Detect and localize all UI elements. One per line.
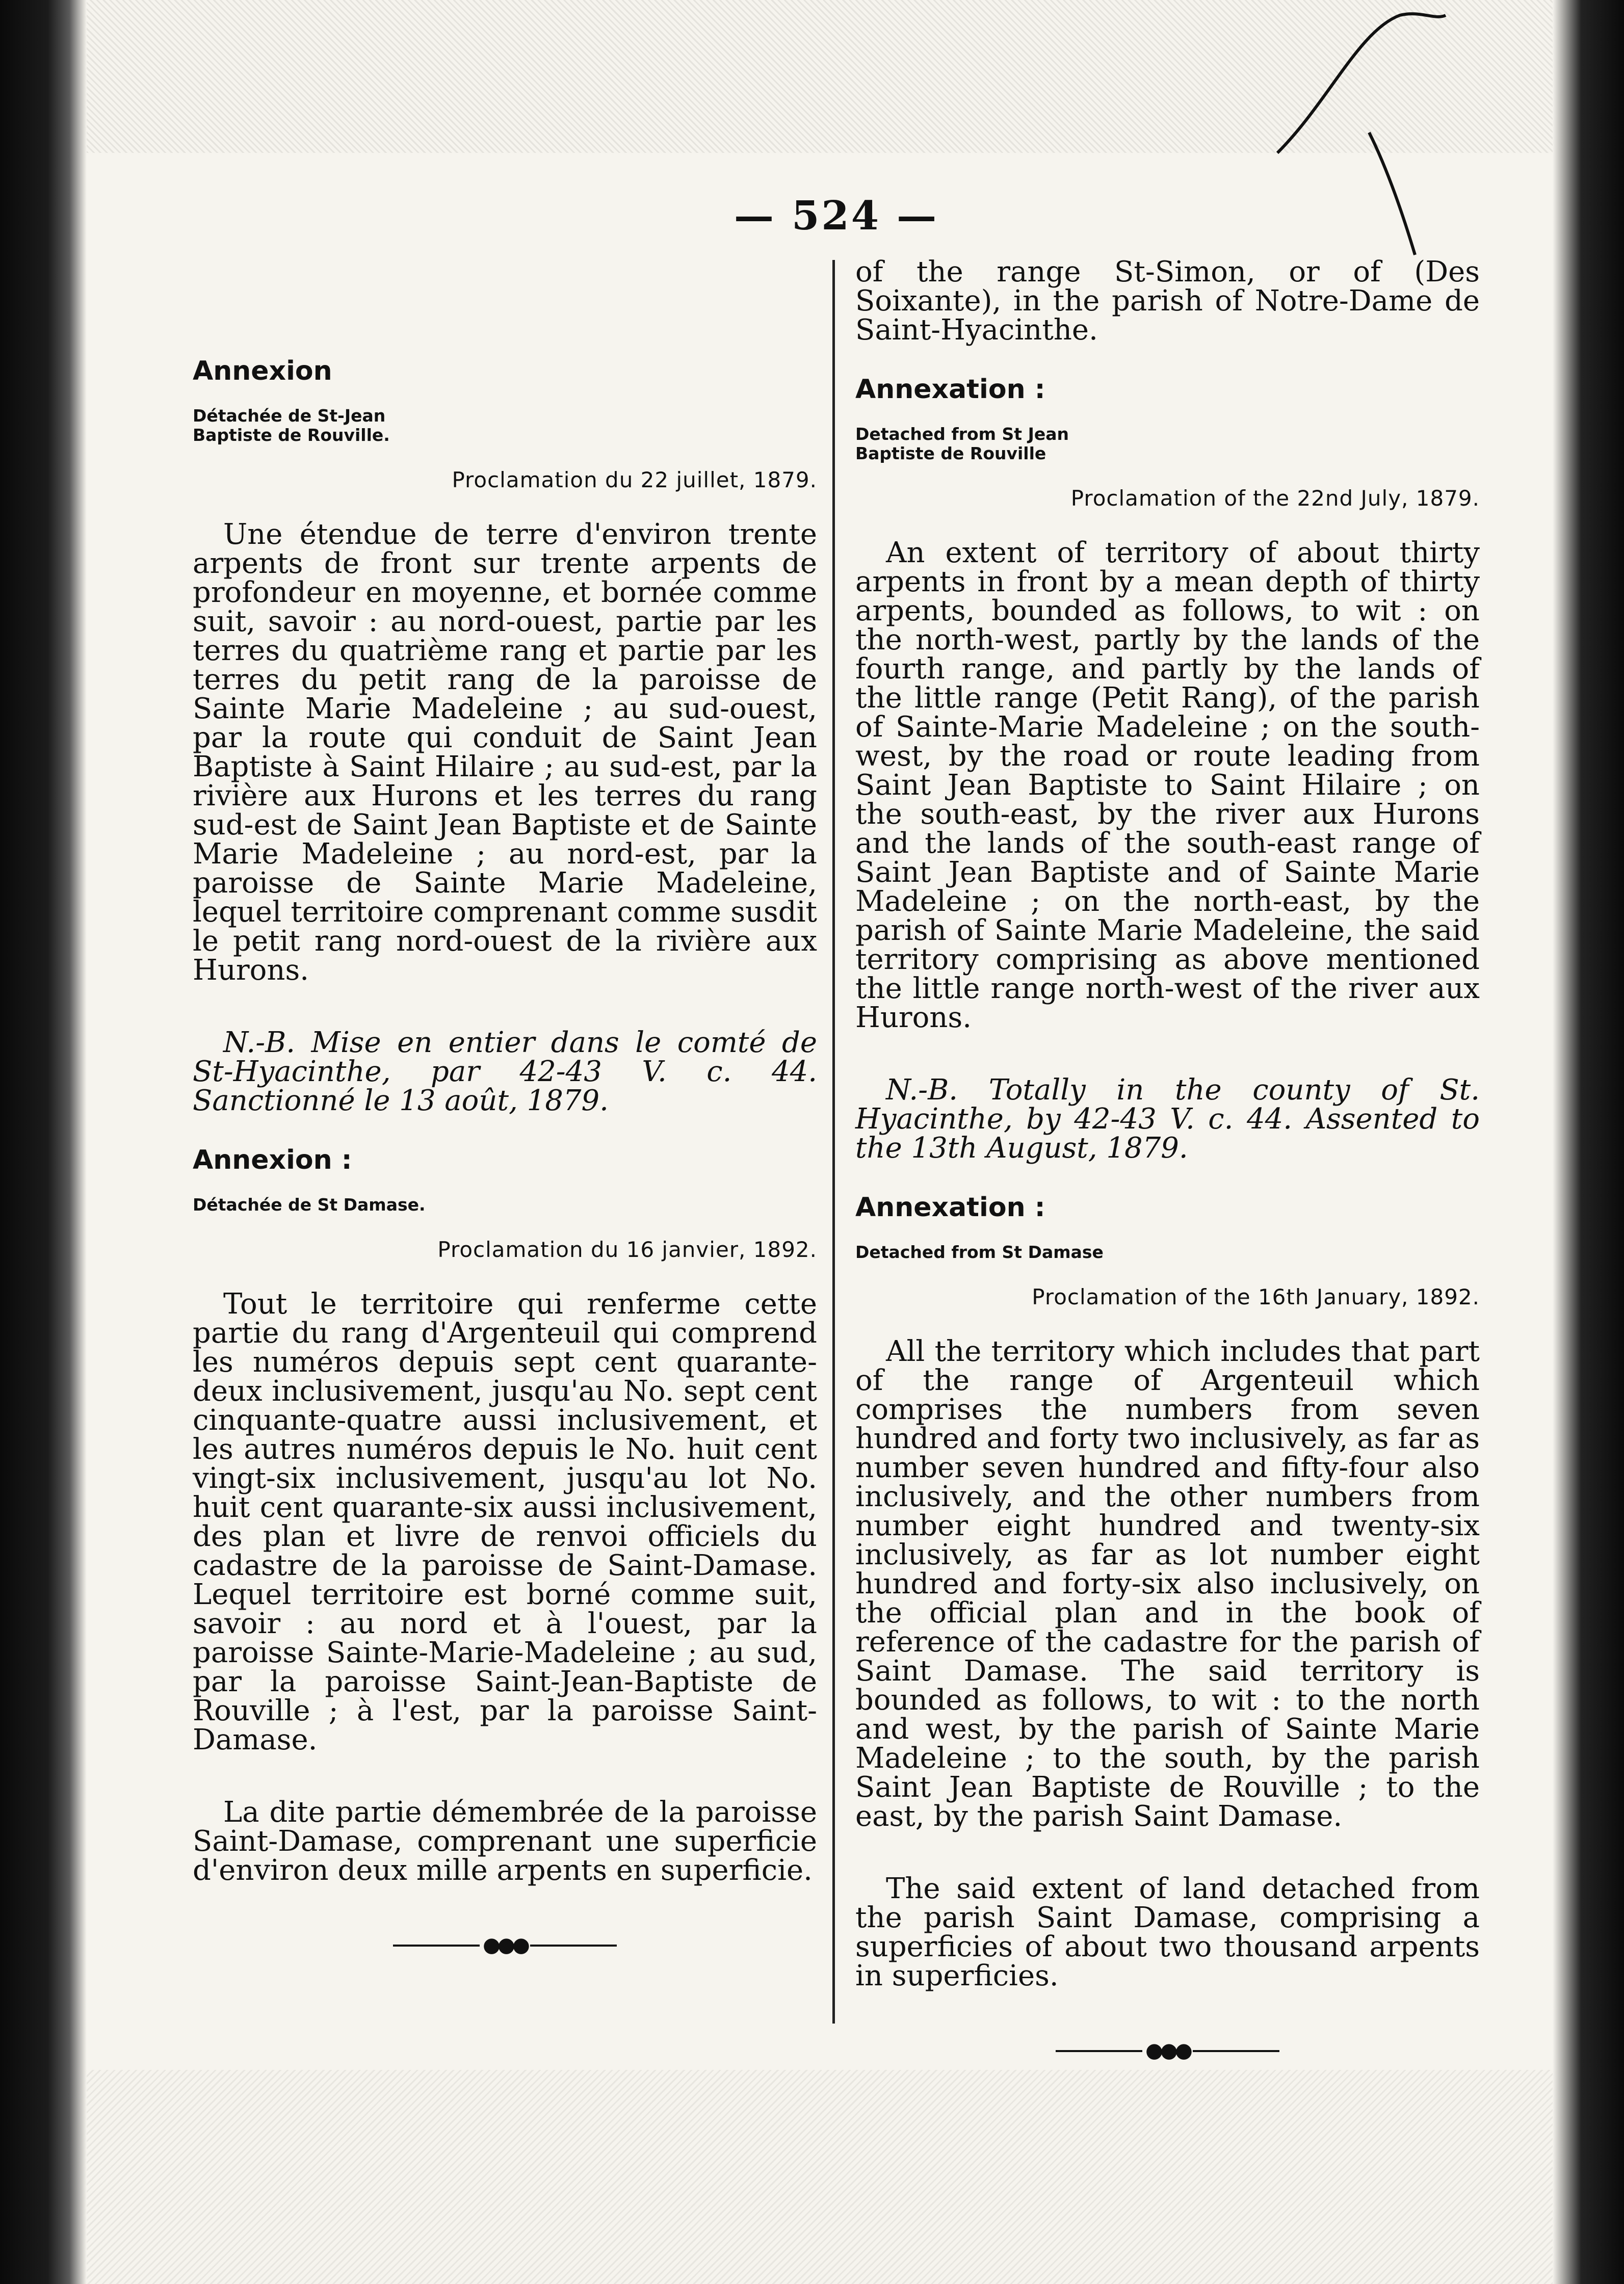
source-line: Baptiste de Rouville. (193, 425, 390, 445)
section-heading: Annexation : (855, 374, 1045, 405)
rule-line (530, 1945, 617, 1947)
section-heading: Annexion : (193, 1145, 352, 1175)
english-column (855, 257, 1480, 2065)
ornament-rule (193, 1931, 817, 1960)
source-line: Detached from St Damase (855, 1242, 1104, 1262)
section-body-2: La dite partie démembrée de la paroisse Saint-Damase, comprenant une superficie d'environ deux mille arpents en superficie. (193, 1796, 817, 1887)
scan-noise-bottom (87, 2070, 1553, 2284)
proclamation-date: Proclamation du 22 juillet, 1879. (452, 467, 817, 492)
section-annexation-1 (855, 375, 1480, 1163)
ornament-dots: ●●● (483, 1933, 527, 1957)
source-line: Détachée de St Damase. (193, 1195, 426, 1215)
proclamation-date: Proclamation du 16 janvier, 1892. (437, 1237, 817, 1262)
rule-line (1193, 2050, 1279, 2052)
section-body: Tout le territoire qui renferme cette partie du rang d'Argenteuil qui comprend les numéros depuis sept cent quarante-deux inclusivement, jusqu'au No. sept cent cinquante-quatre aussi inclusivement, et les autres numéros depuis le No. huit cent vingt-six inclusivement, jusqu'au lot No. huit cent quarante-six aussi inclusivement, des plan et livre de renvoi officiels du cadastre de la paroisse de Saint-Damase. Lequel territoire est borné comme suit, savoir : au nord et à l'ouest, par la paroisse Sainte-Marie-Madeleine ; au sud, par la paroisse Saint-Jean-Baptiste de Rouville ; à l'est, par la paroisse Saint-Damase. (193, 1288, 817, 1756)
ornament-dots: ●●● (1145, 2039, 1190, 2062)
section-note: N.-B. Totally in the county of St. Hyacinthe, by 42-43 V. c. 44. Assented to the 13th August, 1879. (855, 1073, 1480, 1165)
pen-scribble-mark (1267, 0, 1553, 265)
rule-line (1056, 2050, 1142, 2052)
section-heading: Annexion (193, 356, 332, 386)
section-body: An extent of territory of about thirty arpents in front by a mean depth of thirty arpents, bounded as follows, to wit : on the north-west, partly by the lands of the fourth range, and partly by the lands of the little range (Petit Rang), of the parish of Sainte-Marie Madeleine ; on the south-west, by the road or route leading from Saint Jean Baptiste to Saint Hilaire ; on the south-east, by the river aux Hurons and the lands of the south-east range of Saint Jean Baptiste and of Sainte Marie Madeleine ; on the north-east, by the parish of Sainte Marie Madeleine, the said territory comprising as above mentioned the little range north-west of the river aux Hurons. (855, 536, 1480, 1034)
source-note (855, 1243, 1480, 1262)
section-body: All the territory which includes that part of the range of Argenteuil which comprises the numbers from seven hundred and forty two inclusively, as far as number seven hundred and fifty-four also inclusively, and the other numbers from number eight hundred and twenty-six inclusively, as far as lot number eight hundred and forty-six also inclusively, on the official plan and in the book of reference of the cadastre for the parish of Saint Damase. The said territory is bounded as follows, to wit : to the north and west, by the parish of Sainte Marie Madeleine ; to the south, by the parish Saint Jean Baptiste de Rouville ; to the east, by the parish Saint Damase. (855, 1335, 1480, 1833)
section-note: N.-B. Mise en entier dans le comté de St-Hyacinthe, par 42-43 V. c. 44. Sanctionné le 13 août, 1879. (193, 1026, 817, 1117)
proclamation-date: Proclamation of the 16th January, 1892. (1032, 1284, 1480, 1309)
source-line: Detached from St Jean (855, 424, 1069, 444)
proclamation-date: Proclamation of the 22nd July, 1879. (1070, 486, 1480, 511)
source-line: Baptiste de Rouville (855, 443, 1046, 463)
source-note (193, 406, 817, 445)
section-annexion-1 (193, 357, 817, 1115)
rule-line (393, 1945, 480, 1947)
scan-right-edge (1553, 0, 1624, 2284)
column-divider (832, 260, 835, 2024)
source-line: Détachée de St-Jean (193, 406, 386, 426)
section-body-2: The said extent of land detached from the parish Saint Damase, comprising a superficies of about two thousand arpents in superficies. (855, 1872, 1480, 1992)
french-column (193, 357, 817, 1960)
continued-text: of the range St-Simon, or of (Des Soixante), in the parish of Notre-Dame de Saint-Hyacinthe. (855, 255, 1480, 347)
source-note (855, 425, 1480, 463)
scan-left-edge (0, 0, 87, 2284)
source-note (193, 1195, 817, 1215)
section-body: Une étendue de terre d'environ trente arpents de front sur trente arpents de profondeur en moyenne, et bornée comme suit, savoir : au nord-ouest, partie par les terres du quatrième rang et partie par les terres du petit rang de la paroisse de Sainte Marie Madeleine ; au sud-ouest, par la route qui conduit de Saint Jean Baptiste à Saint Hilaire ; au sud-est, par la rivière aux Hurons et les terres du rang sud-est de Saint Jean Baptiste et de Sainte Marie Madeleine ; au nord-est, par la paroisse de Sainte Marie Madeleine, lequel territoire comprenant comme susdit le petit rang nord-ouest de la rivière aux Hurons. (193, 518, 817, 987)
section-annexation-2 (855, 1193, 1480, 1990)
section-heading: Annexation : (855, 1192, 1045, 1223)
section-annexion-2 (193, 1146, 817, 1885)
ornament-rule (855, 2036, 1480, 2065)
page-number: — 524 — (734, 193, 939, 239)
